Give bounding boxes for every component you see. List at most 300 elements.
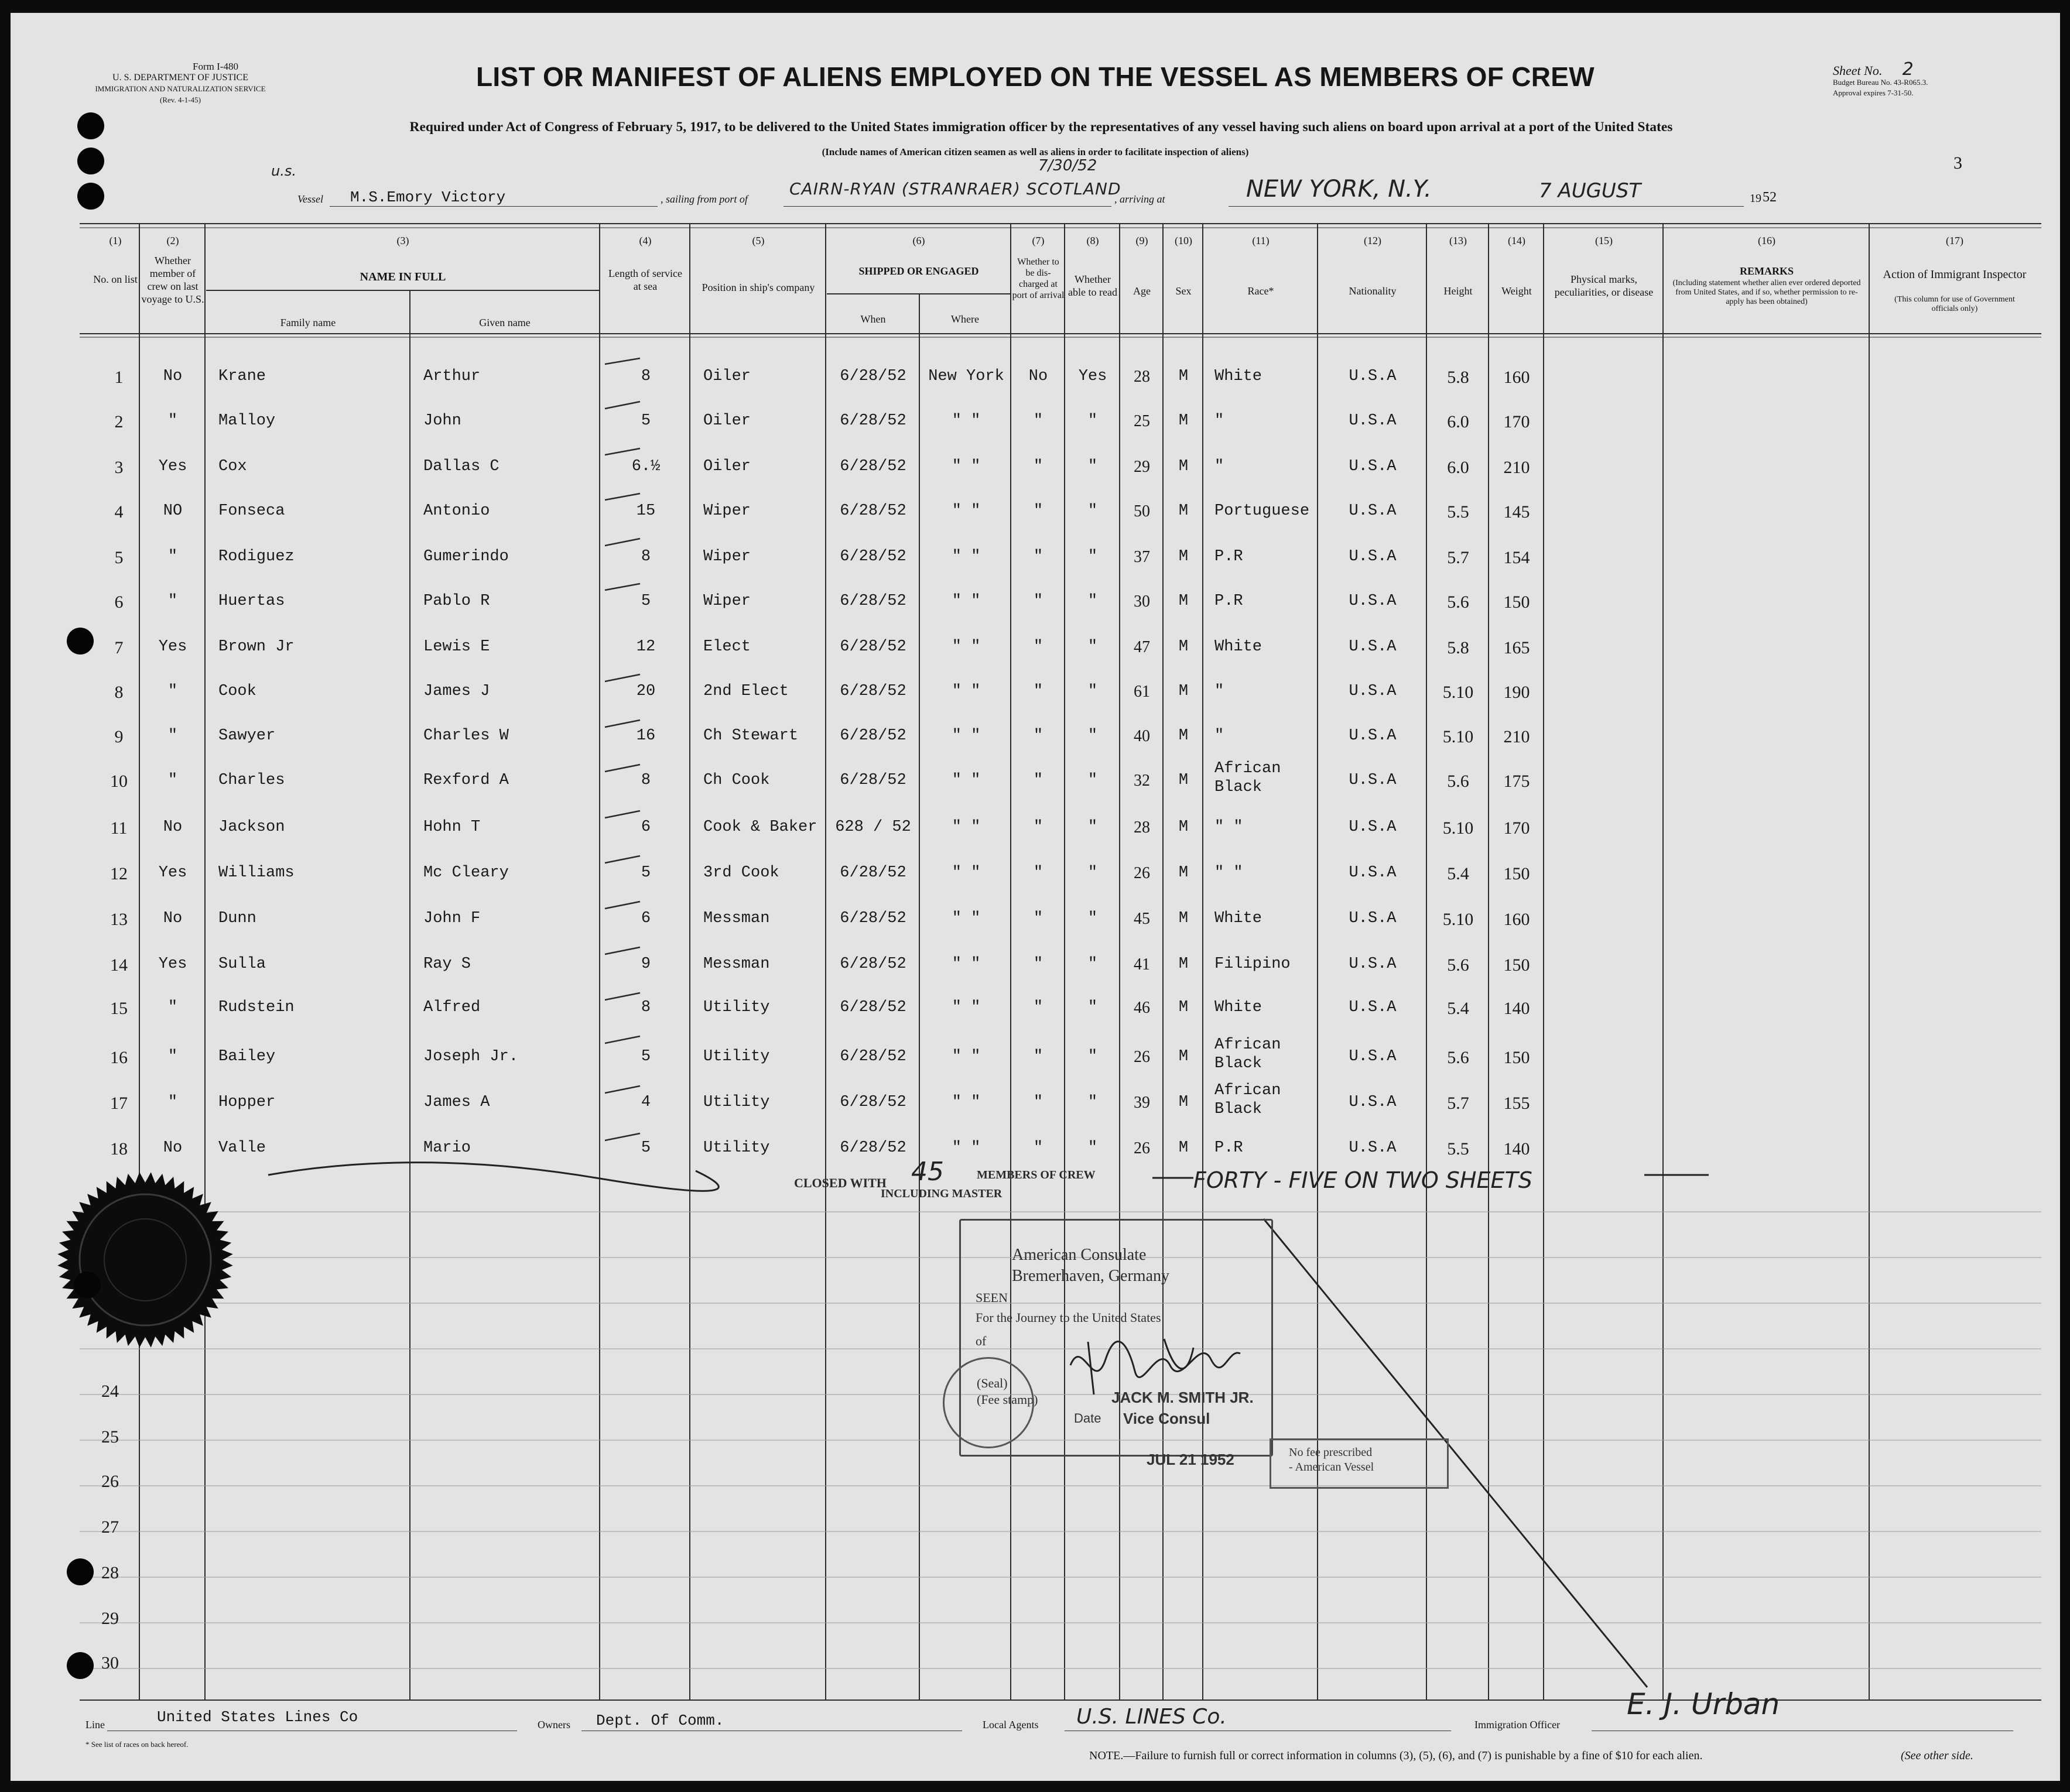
cell-no: 4 (114, 502, 124, 522)
footer-see-other-side: (See other side. (1901, 1749, 1973, 1762)
cell-nat: U.S.A (1349, 772, 1397, 789)
cell-disch: " (1033, 1094, 1043, 1111)
cell-age: 41 (1134, 955, 1150, 974)
stamp-date-label: Date (1074, 1411, 1101, 1426)
cell-prev: Yes (158, 458, 187, 475)
cell-length: 5 (641, 864, 651, 882)
col-num-12: (12) (1364, 235, 1381, 246)
form-title: LIST OR MANIFEST OF ALIENS EMPLOYED ON THE VESSEL AS MEMBERS OF CREW (476, 61, 1595, 92)
cell-read: " (1087, 727, 1098, 745)
cell-where: " " (952, 955, 981, 973)
cell-position: Wiper (703, 592, 751, 610)
cell-position: Utility (703, 999, 770, 1016)
cell-sex: M (1178, 412, 1189, 430)
cell-race-line2: Black (1214, 1101, 1262, 1118)
sailing-port: CAIRN-RYAN (STRANRAER) SCOTLAND (789, 179, 1121, 198)
vessel-label: Vessel (297, 193, 323, 205)
cell-read: " (1087, 502, 1098, 520)
no-fee-line-1: No fee prescribed (1289, 1446, 1373, 1459)
cell-when: 6/28/52 (840, 368, 906, 385)
cell-height: 5.6 (1447, 772, 1469, 791)
cell-read: " (1087, 864, 1098, 882)
punch-hole-icon (67, 628, 94, 655)
cell-given: James A (423, 1094, 490, 1111)
cell-prev: No (163, 910, 183, 927)
header-discharged: Whether to be dis-charged at port of arrival (1012, 257, 1065, 300)
cell-when: 6/28/52 (840, 1139, 906, 1157)
vessel-margin-note: u.s. (271, 163, 296, 179)
cell-length: 5 (641, 412, 651, 430)
cell-weight: 210 (1503, 727, 1530, 746)
header-race: Race* (1247, 285, 1274, 297)
cell-sex: M (1178, 502, 1189, 520)
cell-age: 26 (1134, 1139, 1150, 1157)
cell-read: " (1087, 955, 1098, 973)
cell-prev: " (167, 772, 178, 789)
cell-given: Rexford A (423, 772, 509, 789)
cell-family: Bailey (218, 1048, 276, 1065)
cell-position: Oiler (703, 458, 751, 475)
header-action: Action of Immigrant Inspector (1883, 268, 2027, 281)
cell-when: 6/28/52 (840, 638, 906, 656)
cell-given: Charles W (423, 727, 509, 745)
cell-age: 28 (1134, 368, 1150, 386)
cell-weight: 145 (1503, 502, 1530, 522)
header-family-name: Family name (280, 317, 336, 328)
cell-read: " (1087, 638, 1098, 656)
cell-prev: " (167, 727, 178, 745)
cell-read: " (1087, 1139, 1098, 1157)
cell-height: 5.10 (1442, 727, 1474, 746)
cell-when: 6/28/52 (840, 955, 906, 973)
form-footer (11, 1687, 2060, 1781)
col-num-2: (2) (166, 235, 179, 246)
cell-when: 6/28/52 (840, 727, 906, 745)
cell-family: Charles (218, 772, 285, 789)
cell-weight: 150 (1503, 1048, 1530, 1067)
cell-race: P.R (1214, 548, 1243, 566)
cell-race: White (1214, 999, 1262, 1016)
budget-bureau: Budget Bureau No. 43-R065.3. (1833, 78, 1928, 87)
col-num-1: (1) (109, 235, 122, 246)
cell-race-line2: Black (1214, 779, 1262, 796)
cell-no: 7 (114, 638, 124, 657)
cell-sex: M (1178, 638, 1189, 656)
punch-hole-icon (77, 112, 104, 139)
cell-when: 6/28/52 (840, 999, 906, 1016)
cell-sex: M (1178, 458, 1189, 475)
cell-nat: U.S.A (1349, 999, 1397, 1016)
cell-weight: 140 (1503, 999, 1530, 1018)
cell-no: 13 (110, 910, 128, 929)
cell-given: Lewis E (423, 638, 490, 656)
cell-disch: " (1033, 727, 1043, 745)
cell-age: 46 (1134, 999, 1150, 1017)
form-subtitle: Required under Act of Congress of February 5, 1917, to be delivered to the United States immigration officer by the representatives of any vessel having such aliens on board upon arrival at a port of the United States (409, 119, 1673, 135)
cell-given: Hohn T (423, 818, 481, 836)
punch-hole-icon (67, 1558, 94, 1585)
cell-age: 37 (1134, 548, 1150, 566)
cell-prev: Yes (158, 955, 187, 973)
cell-given: Antonio (423, 502, 490, 520)
cell-height: 5.6 (1447, 955, 1469, 975)
cell-race: African (1214, 1082, 1281, 1099)
cell-no: 11 (110, 818, 128, 838)
col-num-13: (13) (1449, 235, 1467, 246)
cell-race: African (1214, 1036, 1281, 1054)
cell-family: Sawyer (218, 727, 276, 745)
punch-hole-icon (77, 148, 104, 174)
cell-position: 2nd Elect (703, 683, 789, 700)
cell-no: 5 (114, 548, 124, 567)
footer-agents-value: U.S. LINES Co. (1076, 1705, 1227, 1729)
closed-with-label: CLOSED WITH (794, 1176, 887, 1190)
cell-sex: M (1178, 910, 1189, 927)
header-remarks-note: (Including statement whether alien ever ordered deported from United States, and if so, whether permission to re-apply has been obtained) (1672, 279, 1861, 306)
cell-height: 6.0 (1447, 412, 1469, 431)
cell-sex: M (1178, 1048, 1189, 1065)
cell-height: 5.7 (1447, 548, 1469, 567)
cell-read: " (1087, 818, 1098, 836)
cell-no: 10 (110, 772, 128, 791)
cell-where: " " (952, 1094, 981, 1111)
cell-race-line2: Black (1214, 1055, 1262, 1073)
cell-position: Utility (703, 1048, 770, 1065)
cell-given: Arthur (423, 368, 481, 385)
col-num-8: (8) (1086, 235, 1099, 246)
cell-race: " (1214, 727, 1224, 745)
header-position: Position in ship's company (702, 282, 815, 293)
cell-nat: U.S.A (1349, 864, 1397, 882)
cell-length: 6 (641, 910, 651, 927)
cell-family: Krane (218, 368, 266, 385)
stamp-fee: (Fee stamp) (977, 1392, 1038, 1407)
cell-given: Mario (423, 1139, 471, 1157)
cell-height: 5.6 (1447, 592, 1469, 612)
cell-height: 5.8 (1447, 368, 1469, 387)
cell-nat: U.S.A (1349, 818, 1397, 836)
cell-age: 26 (1134, 864, 1150, 882)
manifest-sheet (11, 13, 2060, 1781)
cell-length: 20 (636, 683, 656, 700)
cell-where: " " (952, 412, 981, 430)
crew-rows (11, 13, 2060, 1184)
cell-given: Alfred (423, 999, 481, 1016)
cell-position: Wiper (703, 548, 751, 566)
cell-nat: U.S.A (1349, 910, 1397, 927)
header-shipped: SHIPPED OR ENGAGED (858, 265, 979, 277)
col-num-4: (4) (639, 235, 652, 246)
cell-read: " (1087, 458, 1098, 475)
empty-row-numbers (11, 13, 139, 1769)
arriving-port: NEW YORK, N.Y. (1246, 176, 1432, 203)
cell-read: " (1087, 1094, 1098, 1111)
cell-weight: 140 (1503, 1139, 1530, 1159)
no-fee-line-2: - American Vessel (1289, 1461, 1374, 1474)
cell-age: 25 (1134, 412, 1150, 430)
cell-disch: " (1033, 548, 1043, 566)
cell-length: 15 (636, 502, 656, 520)
cell-family: Malloy (218, 412, 276, 430)
approval-expiry: Approval expires 7-31-50. (1833, 88, 1914, 97)
cell-position: Ch Cook (703, 772, 770, 789)
stamp-consul-title: Vice Consul (1123, 1410, 1210, 1427)
stamp-date: JUL 21 1952 (1147, 1451, 1234, 1468)
cell-sex: M (1178, 818, 1189, 836)
cell-disch: No (1028, 368, 1048, 385)
col-num-6: (6) (912, 235, 925, 246)
footer-officer-label: Immigration Officer (1474, 1719, 1561, 1731)
cell-no: 18 (110, 1139, 128, 1159)
cell-nat: U.S.A (1349, 458, 1397, 475)
cell-nat: U.S.A (1349, 727, 1397, 745)
cell-length: 5 (641, 1048, 651, 1065)
header-length-service: Length of service at sea (608, 268, 682, 292)
row-number: 25 (101, 1427, 119, 1447)
cell-length: 5 (641, 1139, 651, 1157)
cell-when: 6/28/52 (840, 1094, 906, 1111)
cell-read: " (1087, 592, 1098, 610)
footer-owners-label: Owners (538, 1719, 570, 1731)
cell-given: Gumerindo (423, 548, 509, 566)
cell-family: Cox (218, 458, 247, 475)
cell-nat: U.S.A (1349, 502, 1397, 520)
footer-line-label: Line (85, 1719, 105, 1731)
cell-read: " (1087, 772, 1098, 789)
col-num-11: (11) (1252, 235, 1270, 246)
header-remarks: REMARKS (1739, 265, 1794, 277)
stamp-line-1: American Consulate (1012, 1246, 1147, 1264)
cell-disch: " (1033, 502, 1043, 520)
punch-hole-icon (74, 1272, 101, 1298)
cell-where: " " (952, 502, 981, 520)
sailing-label: , sailing from port of (661, 193, 748, 205)
cell-race: P.R (1214, 1139, 1243, 1157)
cell-height: 5.4 (1447, 864, 1469, 883)
cell-family: Dunn (218, 910, 256, 927)
cell-length: 8 (641, 772, 651, 789)
cell-where: " " (952, 458, 981, 475)
cell-position: Elect (703, 638, 751, 656)
cell-where: " " (952, 592, 981, 610)
cell-height: 5.4 (1447, 999, 1469, 1018)
cell-race: White (1214, 910, 1262, 927)
cell-where: " " (952, 772, 981, 789)
year-value: 52 (1763, 190, 1777, 205)
cell-height: 5.5 (1447, 502, 1469, 522)
cell-race: " (1214, 683, 1224, 700)
cell-no: 6 (114, 592, 124, 612)
page-number: 3 (1953, 153, 1962, 173)
form-subtitle-note: (Include names of American citizen seamen as well as aliens in order to facilitate inspection of aliens) (822, 146, 1249, 157)
cell-given: Ray S (423, 955, 471, 973)
cell-prev: " (167, 1048, 178, 1065)
cell-sex: M (1178, 955, 1189, 973)
stamp-line-2: Bremerhaven, Germany (1012, 1267, 1169, 1285)
cell-length: 6 (641, 818, 651, 836)
cell-race: " " (1214, 864, 1243, 882)
cell-height: 5.5 (1447, 1139, 1469, 1159)
cell-where: " " (952, 638, 981, 656)
cell-sex: M (1178, 1094, 1189, 1111)
row-number: 24 (101, 1382, 119, 1401)
cell-where: " " (952, 818, 981, 836)
cell-when: 6/28/52 (840, 502, 906, 520)
consul-signature (1059, 1324, 1246, 1406)
cell-age: 50 (1134, 502, 1150, 520)
cell-where: " " (952, 1048, 981, 1065)
cell-disch: " (1033, 910, 1043, 927)
cell-age: 45 (1134, 910, 1150, 928)
stamp-seal: (Seal) (977, 1376, 1008, 1390)
cell-prev: No (163, 368, 183, 385)
header-nationality: Nationality (1349, 285, 1397, 297)
cell-position: Cook & Baker (703, 818, 817, 836)
department-label: U. S. DEPARTMENT OF JUSTICE (112, 73, 248, 83)
cell-weight: 155 (1503, 1094, 1530, 1113)
header-able-read: Whether able to read (1068, 273, 1117, 298)
header-sex: Sex (1175, 285, 1192, 297)
header-no-on-list: No. on list (93, 273, 138, 285)
cell-sex: M (1178, 772, 1189, 789)
col-num-15: (15) (1595, 235, 1613, 246)
cell-read: Yes (1078, 368, 1107, 385)
cell-disch: " (1033, 864, 1043, 882)
cell-when: 6/28/52 (840, 458, 906, 475)
cell-nat: U.S.A (1349, 1094, 1397, 1111)
footer-officer-signature: E. J. Urban (1627, 1687, 1780, 1721)
consulate-stamp (959, 1219, 1275, 1471)
cell-given: Pablo R (423, 592, 490, 610)
header-height: Height (1443, 285, 1473, 297)
cell-nat: U.S.A (1349, 683, 1397, 700)
cell-height: 5.10 (1442, 910, 1474, 929)
col-num-7: (7) (1032, 235, 1045, 246)
cell-where: " " (952, 1139, 981, 1157)
cell-nat: U.S.A (1349, 638, 1397, 656)
header-action-note: (This column for use of Government officials only) (1894, 295, 2015, 313)
cell-no: 17 (110, 1094, 128, 1113)
cell-sex: M (1178, 864, 1189, 882)
cell-prev: " (167, 412, 178, 430)
cell-no: 12 (110, 864, 128, 883)
cell-age: 39 (1134, 1094, 1150, 1112)
cell-family: Sulla (218, 955, 266, 973)
cell-sex: M (1178, 548, 1189, 566)
row-number: 26 (101, 1472, 119, 1491)
cell-when: 6/28/52 (840, 772, 906, 789)
cell-nat: U.S.A (1349, 368, 1397, 385)
cell-disch: " (1033, 412, 1043, 430)
cell-position: Ch Stewart (703, 727, 799, 745)
cell-race: " " (1214, 818, 1243, 836)
consulate-round-seal (943, 1357, 1034, 1448)
footer-line-value: United States Lines Co (157, 1708, 358, 1726)
cell-weight: 150 (1503, 592, 1530, 612)
cell-family: Valle (218, 1139, 266, 1157)
punch-hole-icon (67, 1652, 94, 1679)
cell-age: 28 (1134, 818, 1150, 837)
cell-position: Oiler (703, 412, 751, 430)
stamp-consul-name: JACK M. SMITH JR. (1111, 1389, 1254, 1406)
cell-family: Rudstein (218, 999, 295, 1016)
cell-age: 32 (1134, 772, 1150, 790)
cell-where: " " (952, 727, 981, 745)
arrival-date: 7 AUGUST (1539, 179, 1641, 203)
cell-read: " (1087, 910, 1098, 927)
cell-read: " (1087, 683, 1098, 700)
cell-weight: 154 (1503, 548, 1530, 567)
service-label: IMMIGRATION AND NATURALIZATION SERVICE (95, 84, 266, 93)
cell-family: Williams (218, 864, 295, 882)
row-number: 28 (101, 1563, 119, 1582)
cell-prev: NO (163, 502, 183, 520)
cell-length: 9 (641, 955, 651, 973)
cell-read: " (1087, 1048, 1098, 1065)
notary-seal-icon (52, 1166, 239, 1354)
cell-where: " " (952, 683, 981, 700)
cell-when: 6/28/52 (840, 592, 906, 610)
cell-race: Portuguese (1214, 502, 1310, 520)
col-num-9: (9) (1135, 235, 1148, 246)
cell-weight: 150 (1503, 955, 1530, 975)
cell-length: 16 (636, 727, 656, 745)
cell-no: 9 (114, 727, 124, 746)
row-number: 29 (101, 1609, 119, 1628)
header-given-name: Given name (479, 317, 531, 328)
header-name-in-full: NAME IN FULL (360, 270, 446, 283)
cell-disch: " (1033, 683, 1043, 700)
cell-family: Rodiguez (218, 548, 295, 566)
cell-height: 5.8 (1447, 638, 1469, 657)
cell-read: " (1087, 412, 1098, 430)
cell-no: 15 (110, 999, 128, 1018)
cell-height: 5.10 (1442, 818, 1474, 838)
cell-weight: 165 (1503, 638, 1530, 657)
col-num-5: (5) (752, 235, 765, 246)
cell-when: 6/28/52 (840, 683, 906, 700)
cell-race: African (1214, 760, 1281, 777)
cell-where: " " (952, 864, 981, 882)
col-num-17: (17) (1946, 235, 1963, 246)
cell-position: Messman (703, 910, 770, 927)
cell-prev: " (167, 548, 178, 566)
no-fee-stamp (1270, 1438, 1449, 1489)
cell-disch: " (1033, 1048, 1043, 1065)
cell-age: 30 (1134, 592, 1150, 611)
footer-note: NOTE.—Failure to furnish full or correct information in columns (3), (5), (6), and (7) is punishable by a fine of $10 for each alien. (1089, 1749, 1703, 1762)
cell-length: 8 (641, 999, 651, 1016)
cell-nat: U.S.A (1349, 592, 1397, 610)
cell-disch: " (1033, 638, 1043, 656)
footer-owners-value: Dept. Of Comm. (596, 1712, 724, 1729)
cell-where: " " (952, 548, 981, 566)
cell-sex: M (1178, 727, 1189, 745)
cell-weight: 210 (1503, 458, 1530, 477)
cell-sex: M (1178, 999, 1189, 1016)
cell-prev: " (167, 592, 178, 610)
stamp-seen: SEEN (976, 1290, 1008, 1305)
cell-when: 6/28/52 (840, 910, 906, 927)
cell-position: Oiler (703, 368, 751, 385)
cell-when: 6/28/52 (840, 1048, 906, 1065)
cell-read: " (1087, 999, 1098, 1016)
punch-hole-icon (77, 183, 104, 210)
including-master-label: INCLUDING MASTER (881, 1187, 1003, 1200)
cell-length: 6.½ (631, 458, 661, 475)
cell-nat: U.S.A (1349, 548, 1397, 566)
cell-when: 6/28/52 (840, 548, 906, 566)
